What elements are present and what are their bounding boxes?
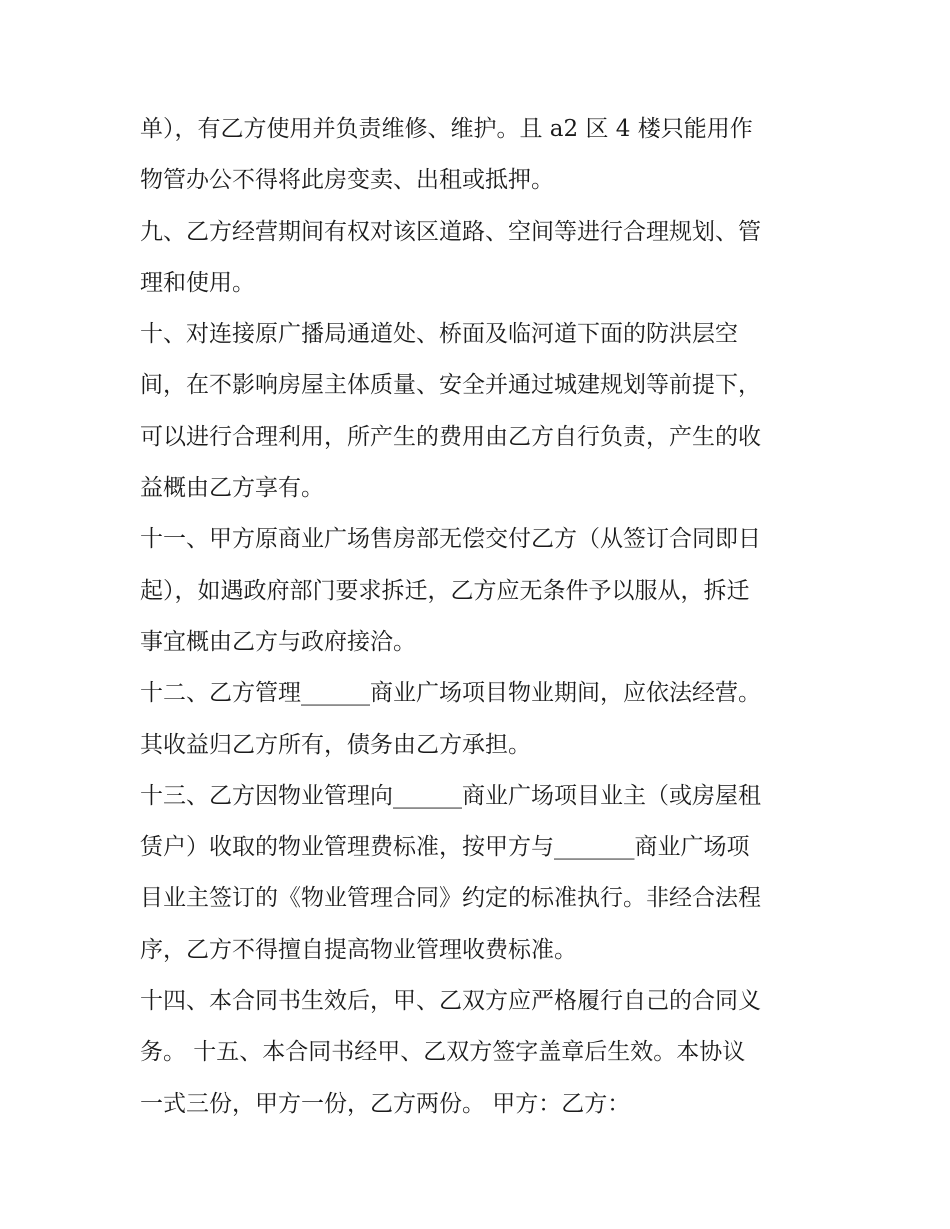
text-line: 十、对连接原广播局通道处、桥面及临河道下面的防洪层空 — [140, 321, 738, 348]
text-line: 序，乙方不得擅自提高物业管理收费标准。 — [140, 936, 577, 963]
text-line: 起），如遇政府部门要求拆迁，乙方应无条件予以服从，拆迁 — [140, 577, 750, 604]
text-line: 事宜概由乙方与政府接洽。 — [140, 628, 416, 655]
text-line: 可以进行合理利用，所产生的费用由乙方自行负责，产生的收 — [140, 423, 761, 450]
text-line: 其收益归乙方所有，债务由乙方承担。 — [140, 731, 531, 758]
text-line: 单），有乙方使用并负责维修、维护。且 a2 区 4 楼只能用作 — [140, 116, 753, 142]
text-line: 目业主签订的《物业管理合同》约定的标准执行。非经合法程 — [140, 885, 761, 912]
text-line: 务。 十五、本合同书经甲、乙双方签字盖章后生效。本协议 — [140, 1039, 746, 1066]
text-line: 十二、乙方管理______商业广场项目物业期间，应依法经营。 — [140, 680, 761, 707]
text-line: 益概由乙方享有。 — [140, 475, 324, 502]
text-line: 间，在不影响房屋主体质量、安全并通过城建规划等前提下， — [140, 372, 761, 399]
text-line: 物管办公不得将此房变卖、出租或抵押。 — [140, 167, 554, 194]
text-line: 十一、甲方原商业广场售房部无偿交付乙方（从签订合同即日 — [140, 526, 761, 553]
text-line: 十四、本合同书生效后，甲、乙双方应严格履行自己的合同义 — [140, 988, 761, 1015]
text-line: 理和使用。 — [140, 269, 255, 296]
text-line: 十三、乙方因物业管理向______商业广场项目业主（或房屋租 — [140, 782, 761, 809]
text-line: 赁户）收取的物业管理费标准，按甲方与_______商业广场项 — [140, 834, 750, 861]
text-line: 一式三份，甲方一份，乙方两份。 甲方：乙方： — [140, 1090, 631, 1117]
text-line: 九、乙方经营期间有权对该区道路、空间等进行合理规划、管 — [140, 218, 761, 245]
contract-body-text — [140, 104, 820, 1130]
